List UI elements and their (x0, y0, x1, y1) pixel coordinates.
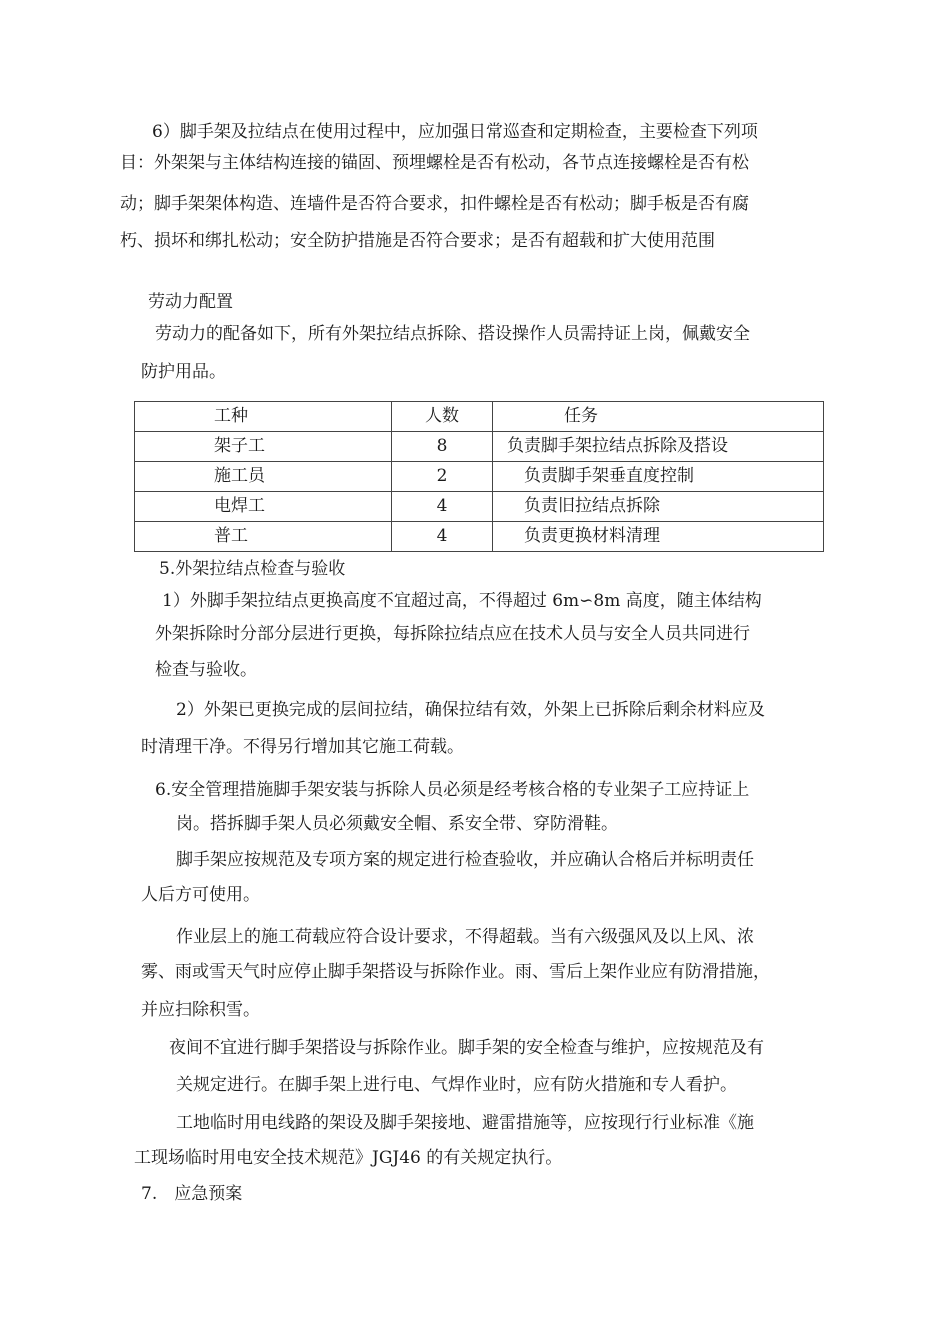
section6-line4: 人后方可使用。 (141, 885, 260, 905)
labor-heading: 劳动力配置 (148, 292, 233, 312)
row-count: 2 (392, 462, 493, 492)
labor-intro-line2: 防护用品。 (141, 362, 226, 382)
section6-line11: 工现场临时用电安全技术规范》JGJ46 的有关规定执行。 (134, 1148, 563, 1168)
section6-line3: 脚手架应按规范及专项方案的规定进行检查验收，并应确认合格后并标明责任 (176, 850, 754, 870)
table-row (135, 462, 824, 492)
para6-line2: 目：外架架与主体结构连接的锚固、预埋螺栓是否有松动，各节点连接螺栓是否有松 (120, 153, 749, 173)
header-count: 人数 (392, 402, 493, 432)
row-task: 负责脚手架垂直度控制 (493, 462, 824, 492)
table-header-row (135, 402, 824, 432)
section6-line7: 并应扫除积雪。 (141, 1000, 260, 1020)
section6-line6: 雾、雨或雪天气时应停止脚手架搭设与拆除作业。雨、雪后上架作业应有防滑措施， (141, 962, 770, 982)
section6-line1: 6.安全管理措施脚手架安装与拆除人员必须是经考核合格的专业架子工应持证上 (155, 780, 750, 800)
section5-item2-line1: 2）外架已更换完成的层间拉结，确保拉结有效，外架上已拆除后剩余材料应及 (176, 700, 765, 720)
table-row (135, 522, 824, 552)
section6-line8: 夜间不宜进行脚手架搭设与拆除作业。脚手架的安全检查与维护，应按规范及有 (169, 1038, 764, 1058)
section6-line5: 作业层上的施工荷载应符合设计要求，不得超载。当有六级强风及以上风、浓 (176, 927, 754, 947)
row-role: 电焊工 (135, 492, 392, 522)
table-row (135, 432, 824, 462)
para6-line3: 动；脚手架架体构造、连墙件是否符合要求，扣件螺栓是否有松动；脚手板是否有腐 (120, 194, 749, 214)
labor-intro-line1: 劳动力的配备如下，所有外架拉结点拆除、搭设操作人员需持证上岗，佩戴安全 (155, 324, 750, 344)
row-role: 普工 (135, 522, 392, 552)
para6-line4: 朽、损坏和绑扎松动；安全防护措施是否符合要求；是否有超载和扩大使用范围 (120, 231, 715, 251)
row-count: 4 (392, 492, 493, 522)
section7-title: 7. 应急预案 (141, 1184, 243, 1204)
row-task: 负责旧拉结点拆除 (493, 492, 824, 522)
header-task: 任务 (493, 402, 824, 432)
row-role: 架子工 (135, 432, 392, 462)
section5-item1-line3: 检查与验收。 (155, 660, 257, 680)
labor-table (134, 401, 824, 552)
row-count: 8 (392, 432, 493, 462)
section6-line9: 关规定进行。在脚手架上进行电、气焊作业时，应有防火措施和专人看护。 (176, 1075, 737, 1095)
section5-title: 5.外架拉结点检查与验收 (159, 559, 346, 579)
para6-line1: 6）脚手架及拉结点在使用过程中，应加强日常巡查和定期检查，主要检查下列项 (152, 122, 758, 142)
row-role: 施工员 (135, 462, 392, 492)
row-count: 4 (392, 522, 493, 552)
header-role: 工种 (135, 402, 392, 432)
section5-item2-line2: 时清理干净。不得另行增加其它施工荷载。 (141, 737, 464, 757)
section6-line2: 岗。搭拆脚手架人员必须戴安全帽、系安全带、穿防滑鞋。 (176, 814, 618, 834)
section5-item1-line1: 1）外脚手架拉结点更换高度不宜超过高，不得超过 6m∽8m 高度，随主体结构 (162, 591, 762, 611)
table-row (135, 492, 824, 522)
section6-line10: 工地临时用电线路的架设及脚手架接地、避雷措施等，应按现行行业标准《施 (176, 1113, 754, 1133)
section5-item1-line2: 外架拆除时分部分层进行更换，每拆除拉结点应在技术人员与安全人员共同进行 (155, 624, 750, 644)
row-task: 负责更换材料清理 (493, 522, 824, 552)
row-task: 负责脚手架拉结点拆除及搭设 (493, 432, 824, 462)
